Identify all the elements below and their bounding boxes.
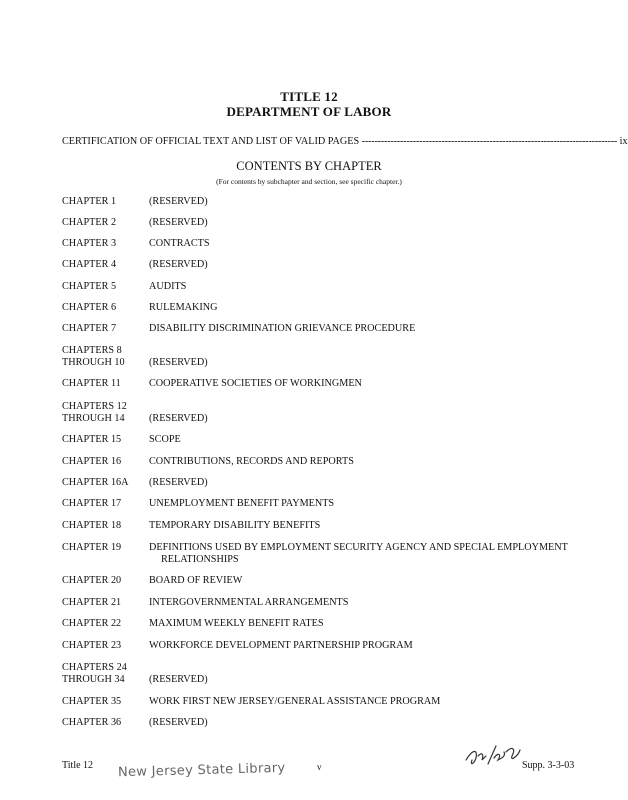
certification-entry	[62, 136, 628, 147]
footer-title: Title 12	[62, 760, 94, 771]
chapter-title: (RESERVED)	[149, 196, 208, 207]
certification-leader: --------------------------------------------------------------------------------	[361, 136, 618, 147]
chapter-title: (RESERVED)	[149, 259, 208, 270]
chapter-title: WORKFORCE DEVELOPMENT PARTNERSHIP PROGRAM	[149, 640, 413, 651]
chapter-number: CHAPTER 16A	[62, 477, 129, 488]
chapter-number-line-1: CHAPTERS 8	[62, 345, 122, 356]
contents-heading: CONTENTS BY CHAPTER	[236, 159, 382, 173]
chapter-title: (RESERVED)	[149, 413, 208, 424]
chapter-number: CHAPTER 17	[62, 498, 122, 509]
chapter-number: CHAPTER 6	[62, 302, 117, 313]
chapter-number: CHAPTER 20	[62, 575, 122, 586]
certification-page: ix	[619, 136, 628, 147]
chapter-number: CHAPTER 7	[62, 323, 117, 334]
chapter-number: CHAPTER 4	[62, 259, 117, 270]
chapter-number-line-1: CHAPTERS 12	[62, 401, 127, 412]
footer-page-number: v	[317, 762, 322, 772]
chapter-title: (RESERVED)	[149, 477, 208, 488]
chapter-title: INTERGOVERNMENTAL ARRANGEMENTS	[149, 597, 349, 608]
chapter-number: CHAPTER 19	[62, 542, 122, 553]
chapter-number	[62, 345, 147, 369]
certification-text: CERTIFICATION OF OFFICIAL TEXT AND LIST OF VALID PAGES	[62, 136, 360, 147]
chapter-number: CHAPTER 23	[62, 640, 122, 651]
chapter-number: CHAPTER 3	[62, 238, 117, 249]
chapter-title: SCOPE	[149, 434, 181, 445]
chapter-number: CHAPTER 5	[62, 281, 117, 292]
chapter-number: CHAPTER 11	[62, 378, 121, 389]
chapter-title: WORK FIRST NEW JERSEY/GENERAL ASSISTANCE PROGRAM	[149, 696, 441, 707]
chapter-number-line-2: THROUGH 10	[62, 357, 125, 368]
chapter-title: AUDITS	[149, 281, 187, 292]
chapter-number	[62, 401, 147, 425]
chapter-title: (RESERVED)	[149, 217, 208, 228]
chapter-number: CHAPTER 16	[62, 456, 122, 467]
library-stamp: New Jersey State Library	[117, 760, 286, 781]
chapter-number-line-1: CHAPTERS 24	[62, 662, 127, 673]
chapter-title: TEMPORARY DISABILITY BENEFITS	[149, 520, 321, 531]
chapter-title: CONTRACTS	[149, 238, 210, 249]
footer-supplement: Supp. 3-3-03	[522, 760, 575, 771]
chapter-number	[62, 662, 147, 686]
chapter-title	[149, 542, 579, 566]
chapter-title: (RESERVED)	[149, 717, 208, 728]
contents-note: (For contents by subchapter and section, see specific chapter.)	[216, 177, 402, 186]
chapter-number: CHAPTER 2	[62, 217, 117, 228]
chapter-number: CHAPTER 36	[62, 717, 122, 728]
chapter-title-line-2: RELATIONSHIPS	[161, 554, 239, 565]
chapter-title: (RESERVED)	[149, 674, 208, 685]
chapter-number: CHAPTER 15	[62, 434, 122, 445]
title-line-1: TITLE 12	[280, 89, 338, 104]
chapter-number-line-2: THROUGH 34	[62, 674, 125, 685]
chapter-title: (RESERVED)	[149, 357, 208, 368]
title-line-2: DEPARTMENT OF LABOR	[226, 104, 392, 119]
chapter-title: UNEMPLOYMENT BENEFIT PAYMENTS	[149, 498, 335, 509]
chapter-title-line-1: DEFINITIONS USED BY EMPLOYMENT SECURITY AGENCY AND SPECIAL EMPLOYMENT	[149, 542, 568, 553]
chapter-number-line-2: THROUGH 14	[62, 413, 125, 424]
chapter-title: COOPERATIVE SOCIETIES OF WORKINGMEN	[149, 378, 362, 389]
chapter-title: BOARD OF REVIEW	[149, 575, 243, 586]
chapter-number: CHAPTER 18	[62, 520, 122, 531]
chapter-title: RULEMAKING	[149, 302, 218, 313]
chapter-title: CONTRIBUTIONS, RECORDS AND REPORTS	[149, 456, 354, 467]
chapter-number: CHAPTER 35	[62, 696, 122, 707]
chapter-number: CHAPTER 1	[62, 196, 117, 207]
chapter-number: CHAPTER 22	[62, 618, 122, 629]
chapter-number: CHAPTER 21	[62, 597, 122, 608]
chapter-title: DISABILITY DISCRIMINATION GRIEVANCE PROCEDURE	[149, 323, 416, 334]
chapter-title: MAXIMUM WEEKLY BENEFIT RATES	[149, 618, 324, 629]
